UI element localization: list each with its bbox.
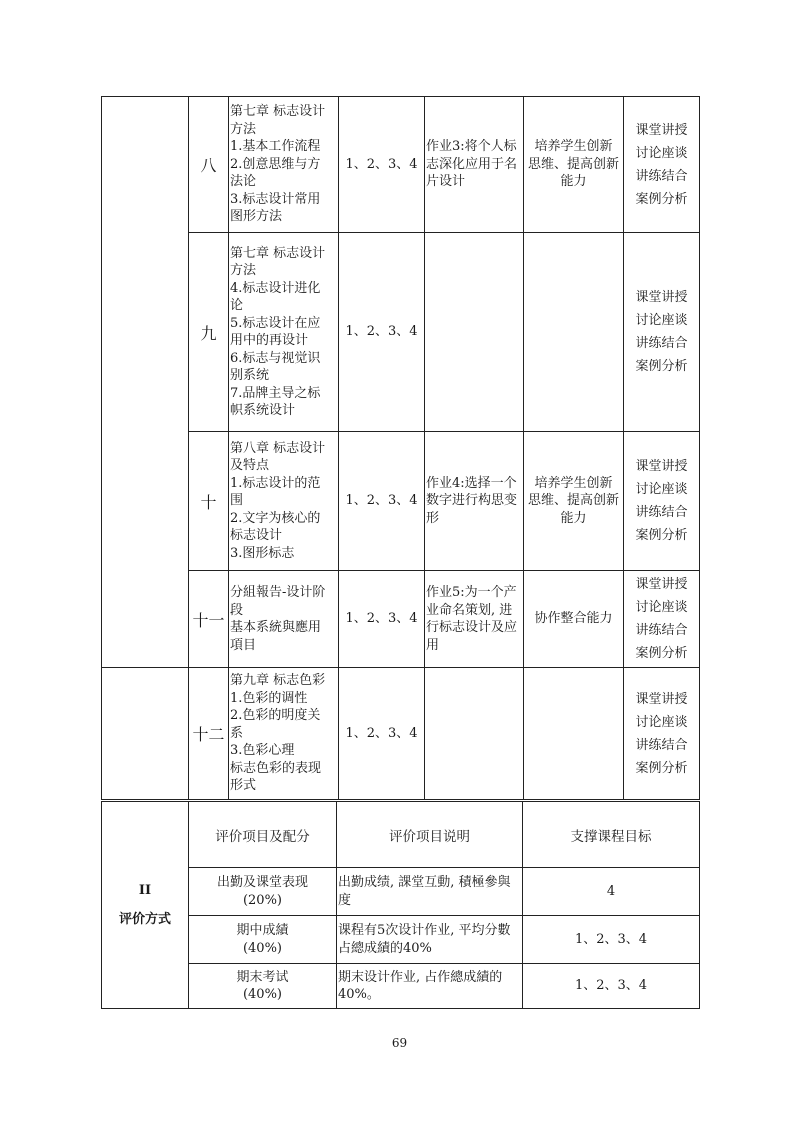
- content-line: 法论: [230, 174, 257, 190]
- ability-line: 协作整合能力: [534, 611, 613, 627]
- content-line: 5.标志设计在应: [230, 315, 321, 331]
- assignment-line: 业命名策划, 进: [426, 602, 513, 618]
- eval-item-cell: [189, 868, 337, 916]
- content-line: 用中的再设计: [230, 333, 309, 348]
- eval-desc-line: 占總成績的40%: [338, 940, 432, 956]
- content-line: 方法: [230, 263, 257, 278]
- teaching-method-line: 讨论座谈: [635, 482, 688, 497]
- eval-item: 出勤及课堂表现: [216, 875, 308, 890]
- teaching-method-line: 讲练结合: [635, 505, 688, 520]
- teaching-method-line: 讲练结合: [635, 737, 688, 753]
- blank-cell: [102, 97, 189, 668]
- ability: [524, 668, 624, 800]
- evaluation-row: [102, 916, 700, 964]
- header-description: 评价项目说明: [337, 802, 523, 868]
- eval-desc-cell: [337, 868, 523, 916]
- schedule-table: [101, 96, 700, 800]
- week-number: 十: [189, 432, 229, 571]
- ability-line: 能力: [560, 174, 587, 190]
- assignment-line: 数字进行构思变: [426, 493, 518, 509]
- content-line: 1.基本工作流程: [230, 139, 321, 155]
- schedule-row: [102, 668, 700, 800]
- teaching-method-line: 讲练结合: [635, 623, 688, 638]
- ability: [524, 233, 624, 432]
- eval-targets: 1、2、3、4: [523, 964, 700, 1009]
- teaching-method: [624, 668, 700, 800]
- content-line: 图形方法: [230, 209, 283, 225]
- content-line: 1.标志设计的范: [230, 475, 321, 491]
- teaching-method: [624, 432, 700, 571]
- eval-desc-line: 期末设计作业, 占作總成績的: [338, 969, 503, 985]
- assignment-line: 作业4:选择一个: [426, 475, 517, 491]
- content-line: 及特点: [230, 458, 270, 474]
- assignment: [425, 668, 524, 800]
- week-number: 九: [189, 233, 229, 432]
- assignment-line: 作业3:将个人标: [426, 139, 517, 155]
- objectives: 1、2、3、4: [339, 432, 425, 571]
- teaching-method-line: 课堂讲授: [635, 459, 688, 474]
- content-line: 分組報告-设计阶: [230, 585, 326, 600]
- content-line: 第七章 标志设计: [230, 245, 326, 261]
- eval-item-cell: [189, 964, 337, 1009]
- eval-weight: (40%): [242, 987, 283, 1002]
- content-line: 6.标志与视觉识: [230, 350, 321, 366]
- teaching-method-line: 讨论座谈: [635, 714, 688, 730]
- eval-desc-cell: [337, 916, 523, 964]
- teaching-method-line: 讨论座谈: [635, 313, 688, 328]
- content-line: 4.标志设计进化: [230, 280, 321, 296]
- content-line: 3.色彩心理: [230, 743, 295, 759]
- content: [229, 97, 339, 233]
- teaching-method-line: 案例分析: [635, 760, 688, 776]
- ability-line: 思维、提高创新: [527, 493, 619, 509]
- assignment-line: 作业5:为一个产: [426, 585, 517, 600]
- section-title: 评价方式: [118, 912, 171, 927]
- schedule-row: [102, 97, 700, 233]
- eval-weight: (20%): [242, 892, 283, 908]
- assignment-line: 行标志设计及应: [426, 620, 518, 635]
- teaching-method-line: 讲练结合: [635, 168, 688, 184]
- teaching-method-line: 课堂讲授: [635, 290, 688, 305]
- assignment: [425, 97, 524, 233]
- eval-item-cell: [189, 916, 337, 964]
- eval-item: 期中成績: [236, 923, 289, 938]
- content-line: 2.文字为核心的: [230, 510, 321, 526]
- eval-targets: 4: [523, 868, 700, 916]
- teaching-method-line: 课堂讲授: [635, 122, 688, 138]
- teaching-method: [624, 233, 700, 432]
- evaluation-section-cell: [102, 802, 189, 1009]
- content-line: 第八章 标志设计: [230, 440, 326, 456]
- eval-desc-line: 出勤成绩, 課堂互動, 積極參與: [338, 875, 511, 890]
- eval-weight: (40%): [242, 940, 283, 956]
- teaching-method-line: 课堂讲授: [635, 691, 688, 707]
- assignment-line: 用: [426, 637, 440, 653]
- content-line: 别系统: [230, 368, 270, 383]
- objectives: 1、2、3、4: [339, 668, 425, 800]
- objectives: 1、2、3、4: [339, 233, 425, 432]
- content-line: 方法: [230, 121, 257, 137]
- content-line: 2.色彩的明度关: [230, 708, 321, 724]
- content: [229, 432, 339, 571]
- page-number: 69: [391, 1036, 408, 1050]
- content-line: 1.色彩的调性: [230, 690, 308, 706]
- content-line: 段: [230, 602, 244, 618]
- ability-line: 能力: [560, 510, 587, 526]
- eval-targets: 1、2、3、4: [523, 916, 700, 964]
- teaching-method-line: 案例分析: [635, 646, 688, 661]
- ability: [524, 432, 624, 571]
- content-line: 帜系统设计: [230, 403, 296, 418]
- ability-line: 培养学生创新: [534, 139, 613, 155]
- week-number: 十二: [189, 668, 229, 800]
- content-line: 标志色彩的表现: [230, 760, 322, 776]
- assignment-line: 志深化应用于名: [426, 156, 518, 172]
- content-line: 基本系統與應用: [230, 620, 322, 635]
- teaching-method-line: 讨论座谈: [635, 600, 688, 615]
- content-line: 3.标志设计常用: [230, 191, 321, 207]
- schedule-row: [102, 233, 700, 432]
- ability: [524, 97, 624, 233]
- assignment-line: 形: [426, 510, 440, 526]
- content: [229, 668, 339, 800]
- content-line: 围: [230, 493, 244, 509]
- content-line: 论: [230, 298, 244, 313]
- week-number: 十一: [189, 571, 229, 668]
- evaluation-row: [102, 868, 700, 916]
- schedule-row: [102, 571, 700, 668]
- evaluation-row: [102, 964, 700, 1009]
- content-line: 第九章 标志色彩: [230, 673, 326, 689]
- eval-item: 期末考试: [236, 969, 289, 985]
- teaching-method-line: 案例分析: [635, 528, 688, 543]
- eval-desc-line: 度: [338, 892, 352, 908]
- assignment: [425, 571, 524, 668]
- content-line: 2.创意思维与方: [230, 156, 321, 172]
- header-item: 评价项目及配分: [189, 802, 337, 868]
- content-line: 7.品牌主导之标: [230, 385, 321, 401]
- blank-cell: [102, 668, 189, 800]
- schedule-row: [102, 432, 700, 571]
- teaching-method: [624, 571, 700, 668]
- ability-line: 培养学生创新: [534, 475, 613, 491]
- eval-desc-line: 课程有5次设计作业, 平均分數: [338, 923, 511, 938]
- ability: [524, 571, 624, 668]
- content-line: 第七章 标志设计: [230, 104, 326, 120]
- teaching-method-line: 案例分析: [635, 359, 688, 374]
- content-line: 3.图形标志: [230, 545, 295, 561]
- assignment: [425, 432, 524, 571]
- content-line: 形式: [230, 778, 257, 794]
- assignment: [425, 233, 524, 432]
- eval-desc-line: 40%。: [338, 987, 380, 1002]
- teaching-method-line: 案例分析: [635, 191, 688, 207]
- teaching-method-line: 讨论座谈: [635, 145, 688, 161]
- content-line: 項目: [230, 637, 257, 653]
- ability-line: 思维、提高创新: [527, 156, 619, 172]
- content: [229, 233, 339, 432]
- header-targets: 支撑课程目标: [523, 802, 700, 868]
- section-number: II: [138, 882, 152, 898]
- objectives: 1、2、3、4: [339, 97, 425, 233]
- content-line: 标志设计: [230, 528, 283, 544]
- assignment-line: 片设计: [426, 174, 466, 190]
- week-number: 八: [189, 97, 229, 233]
- teaching-method-line: 课堂讲授: [635, 577, 688, 592]
- teaching-method-line: 讲练结合: [635, 336, 688, 351]
- content-line: 系: [230, 725, 244, 741]
- objectives: 1、2、3、4: [339, 571, 425, 668]
- eval-desc-cell: [337, 964, 523, 1009]
- content: [229, 571, 339, 668]
- teaching-method: [624, 97, 700, 233]
- evaluation-table: [101, 801, 700, 1009]
